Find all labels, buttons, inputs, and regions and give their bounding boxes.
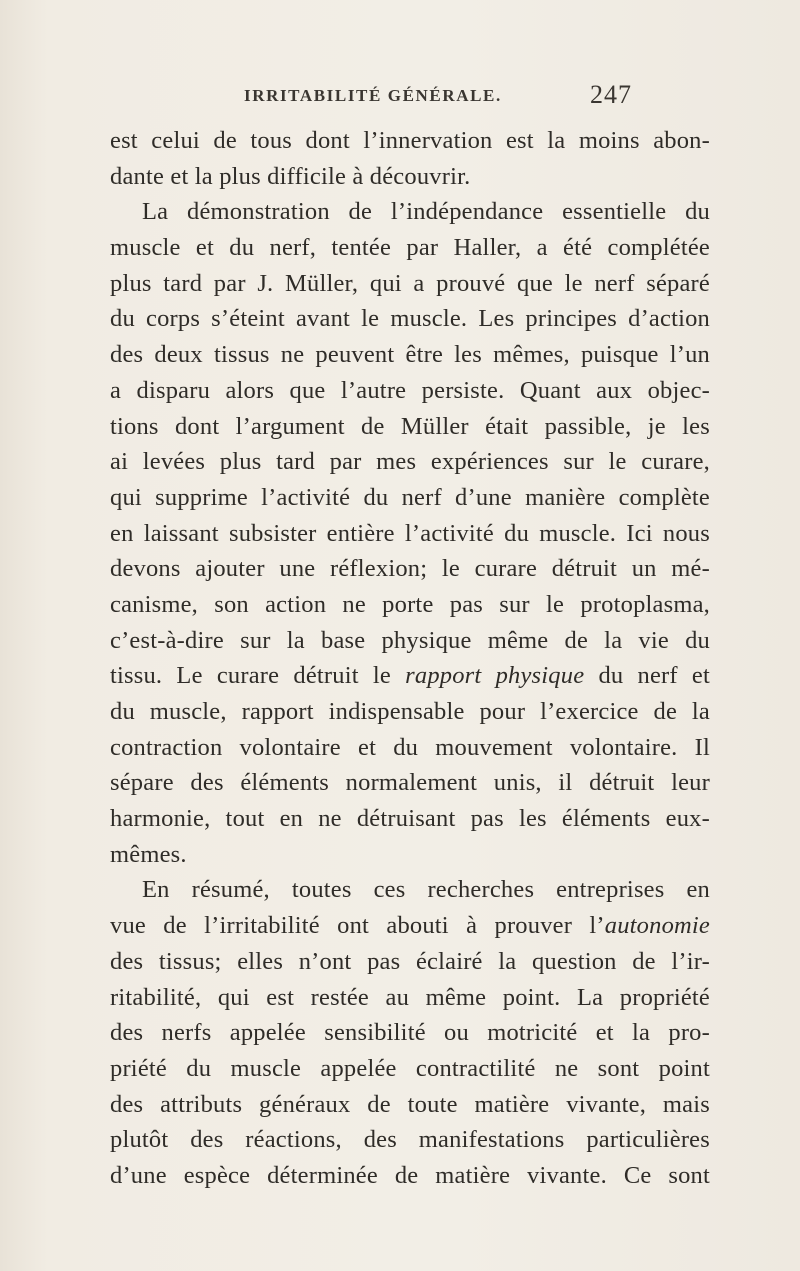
- text-line: des deux tissus ne peuvent être les mêmes, puisque l’un: [110, 341, 710, 369]
- text-line: d’une espèce déterminée de matière vivante. Ce sont: [110, 1161, 710, 1189]
- text-line: des tissus; elles n’ont pas éclairé la question de l’ir-: [110, 947, 710, 975]
- text-run: tissu. Le curare détruit le: [110, 662, 406, 690]
- running-title: IRRITABILITÉ GÉNÉRALE.: [244, 86, 502, 105]
- text-line: ritabilité, qui est restée au même point. La propriété: [110, 983, 710, 1011]
- text-line: dante et la plus difficile à découvrir.: [110, 162, 471, 190]
- text-line: La démonstration de l’indépendance essentielle du: [142, 198, 710, 226]
- text-line: est celui de tous dont l’innervation est la moins abon-: [110, 127, 710, 154]
- page-number: 247: [590, 80, 632, 109]
- text-line: En résumé, toutes ces recherches entreprises en: [142, 876, 710, 904]
- text-line: plus tard par J. Müller, qui a prouvé que le nerf séparé: [110, 269, 710, 297]
- text-line: tions dont l’argument de Müller était passible, je les: [110, 412, 710, 440]
- page-header: [0, 80, 800, 114]
- text-line-with-italic: [110, 908, 710, 944]
- text-line: harmonie, tout en ne détruisant pas les éléments eux-: [110, 805, 710, 833]
- text-line: muscle et du nerf, tentée par Haller, a été complétée: [110, 234, 710, 262]
- text-run: vue de l’irritabilité ont abouti à prouver l’: [110, 912, 605, 940]
- text-line: a disparu alors que l’autre persiste. Quant aux objec-: [110, 376, 710, 404]
- text-line: en laissant subsister entière l’activité du muscle. Ici nous: [110, 519, 710, 547]
- text-line: canisme, son action ne porte pas sur le protoplasma,: [110, 590, 710, 618]
- text-line: plutôt des réactions, des manifestations particulières: [110, 1126, 710, 1154]
- text-line: des attributs généraux de toute matière vivante, mais: [110, 1090, 710, 1118]
- text-line: sépare des éléments normalement unis, il détruit leur: [110, 769, 710, 797]
- text-line: du muscle, rapport indispensable pour l’exercice de la: [110, 698, 710, 725]
- italic-text: autonomie: [604, 912, 710, 940]
- text-line: du corps s’éteint avant le muscle. Les principes d’action: [110, 305, 710, 333]
- text-line: devons ajouter une réflexion; le curare détruit un mé-: [110, 555, 710, 583]
- text-line: ai levées plus tard par mes expériences sur le curare,: [110, 448, 710, 476]
- text-line: contraction volontaire et du mouvement volontaire. Il: [110, 733, 710, 761]
- text-line: mêmes.: [110, 840, 187, 868]
- text-line: priété du muscle appelée contractilité ne sont point: [110, 1054, 710, 1082]
- italic-text: rapport physique: [405, 662, 585, 690]
- body-text: [110, 123, 710, 1194]
- text-line: qui supprime l’activité du nerf d’une manière complète: [110, 483, 710, 511]
- text-line: des nerfs appelée sensibilité ou motricité et la pro-: [110, 1019, 710, 1047]
- text-run: du nerf et: [584, 662, 710, 690]
- text-line-with-italic: [110, 658, 710, 694]
- text-line: c’est-à-dire sur la base physique même de la vie du: [110, 626, 710, 654]
